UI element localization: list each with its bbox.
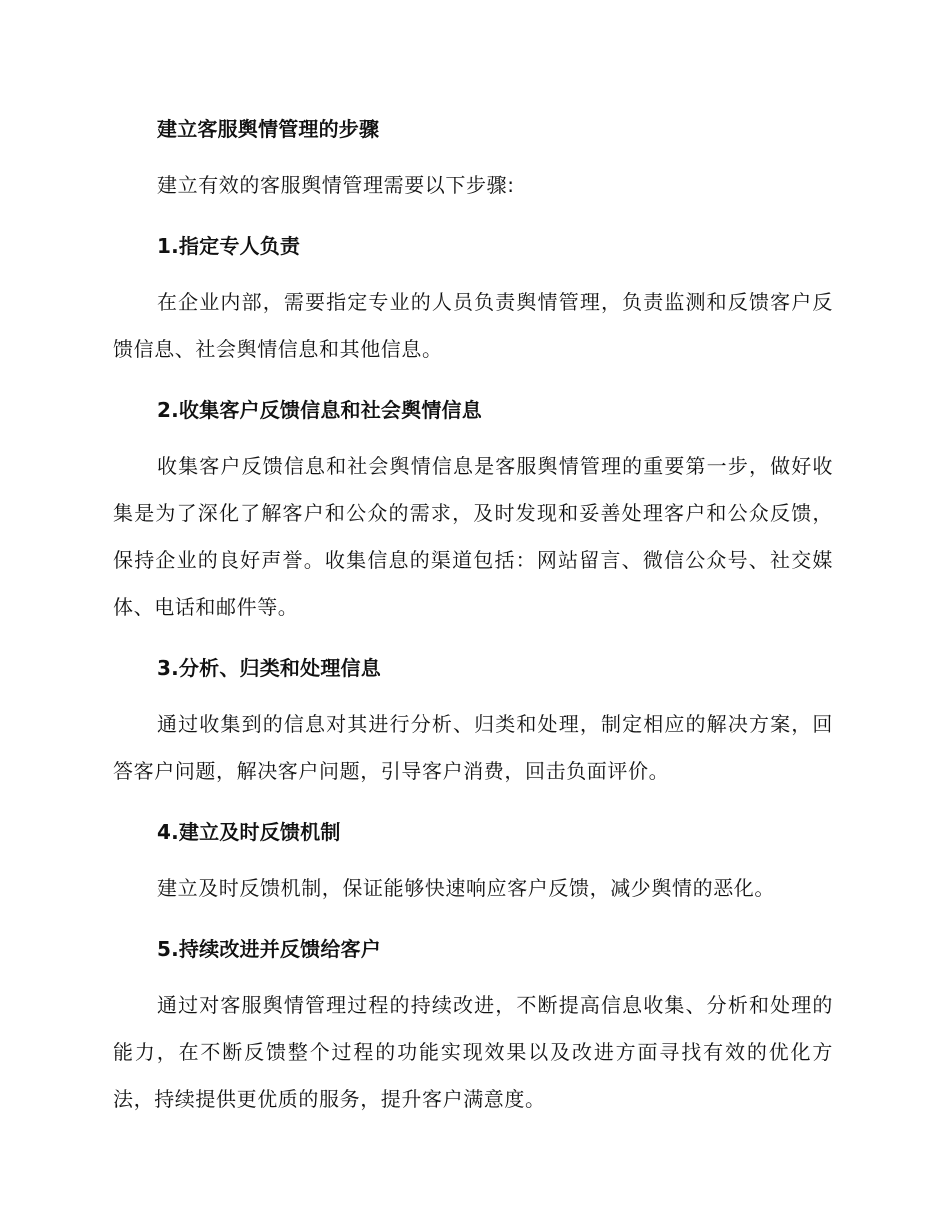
- section-2-body: 收集客户反馈信息和社会舆情信息是客服舆情管理的重要第一步，做好收集是为了深化了解客户和公众的需求，及时发现和妥善处理客户和公众反馈，保持企业的良好声誉。收集信息的渠道包括：网站留言、微信公众号、社交媒体、电话和邮件等。: [113, 454, 833, 619]
- section-3-body: 通过收集到的信息对其进行分析、归类和处理，制定相应的解决方案，回答客户问题，解决客户问题，引导客户消费，回击负面评价。: [113, 712, 833, 783]
- section-4-heading: 4.建立及时反馈机制: [157, 820, 341, 844]
- section-5-heading: 5.持续改进并反馈给客户: [157, 937, 381, 961]
- document-title: 建立客服舆情管理的步骤: [157, 117, 380, 141]
- section-5-body: 通过对客服舆情管理过程的持续改进，不断提高信息收集、分析和处理的能力，在不断反馈整个过程的功能实现效果以及改进方面寻找有效的优化方法，持续提供更优质的服务，提升客户满意度。: [113, 993, 833, 1111]
- section-1-body: 在企业内部，需要指定专业的人员负责舆情管理，负责监测和反馈客户反馈信息、社会舆情信息和其他信息。: [113, 290, 833, 361]
- intro-paragraph: 建立有效的客服舆情管理需要以下步骤:: [157, 173, 515, 197]
- section-3-heading: 3.分析、归类和处理信息: [157, 656, 381, 680]
- document-content: [113, 112, 833, 1123]
- section-4-body: 建立及时反馈机制，保证能够快速响应客户反馈，减少舆情的恶化。: [157, 876, 775, 900]
- section-2-heading: 2.收集客户反馈信息和社会舆情信息: [157, 398, 482, 422]
- section-1-heading: 1.指定专人负责: [157, 234, 301, 258]
